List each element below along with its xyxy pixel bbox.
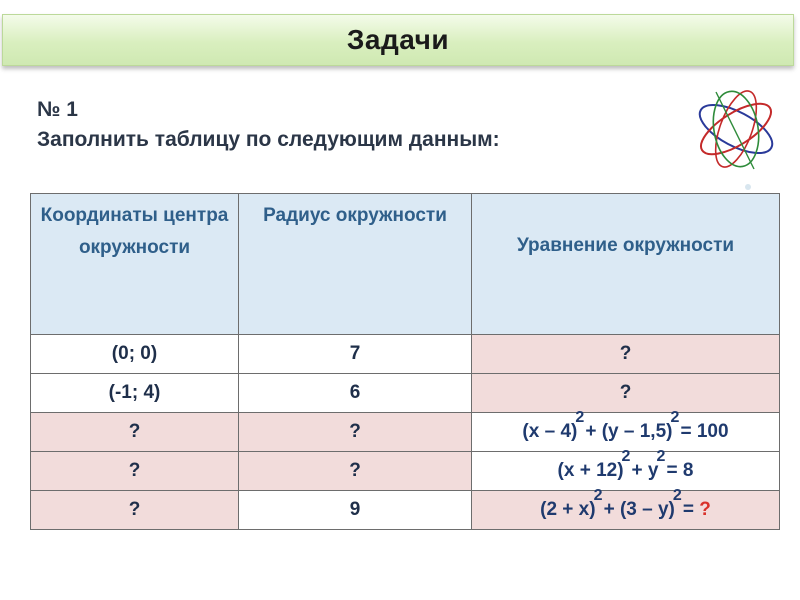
table-row [31, 452, 780, 491]
title-banner [2, 14, 794, 66]
cell-radius: 9 [239, 491, 472, 530]
task-number: № 1 [37, 98, 78, 121]
table-row [31, 335, 780, 374]
cell-center: ? [31, 452, 239, 491]
table-row [31, 413, 780, 452]
cell-equation: ? [472, 335, 780, 374]
orbit-logo-icon [686, 84, 786, 194]
cell-center: ? [31, 413, 239, 452]
table-row [31, 491, 780, 530]
equation-expression: (x + 12) 2 + y 2 = 8 [557, 448, 694, 481]
cell-radius: 7 [239, 335, 472, 374]
page-title: Задачи [346, 24, 450, 55]
cell-equation [472, 448, 780, 491]
cell-center: (-1; 4) [31, 374, 239, 413]
cell-radius: ? [239, 413, 472, 452]
cell-equation [472, 487, 780, 530]
cell-equation [472, 409, 780, 452]
equation-expression: (x – 4) 2 + (y – 1,5) 2 = 100 [522, 409, 729, 442]
header-equation: Уравнение окружности [472, 194, 780, 335]
cell-radius: 6 [239, 374, 472, 413]
task-instruction: Заполнить таблицу по следующим данным: [37, 128, 500, 151]
circle-data-table [30, 193, 780, 530]
table-header-row [31, 194, 780, 335]
equation-expression: (2 + x) 2 + (3 – y) 2 = ? [540, 487, 711, 520]
cell-center: (0; 0) [31, 335, 239, 374]
cell-radius: ? [239, 452, 472, 491]
cell-center: ? [31, 491, 239, 530]
header-center: Координаты центра окружности [31, 194, 239, 335]
table-row [31, 374, 780, 413]
header-radius: Радиус окружности [239, 194, 472, 335]
cell-equation: ? [472, 374, 780, 413]
